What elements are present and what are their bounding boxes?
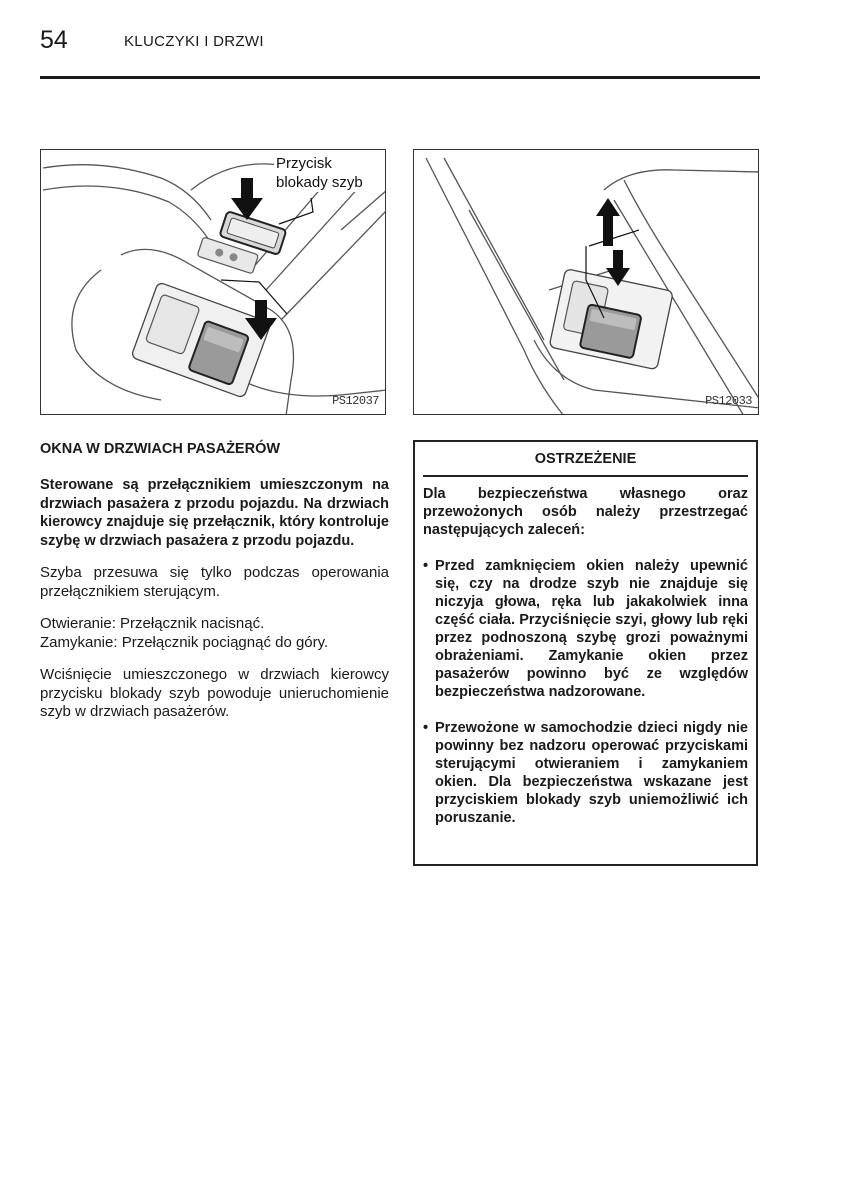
- warning-intro: Dla bezpieczeństwa własnego oraz przewożonych osób należy przestrzegać następujących zaleceń:: [423, 486, 748, 538]
- callout-line-1: Przycisk: [276, 155, 332, 172]
- warning-box: [413, 440, 758, 866]
- page-number: 54: [40, 26, 68, 54]
- callout-label: [274, 154, 365, 192]
- header-divider: [40, 76, 760, 79]
- close-instruction: Zamykanie: Przełącznik pociągnąć do góry.: [40, 633, 329, 651]
- warning-item-text: Przewożone w samochodzie dzieci nigdy nie powinny bez nadzoru operować przyciskami sterującymi otwieraniem i zamykaniem okien. Dla bezpieczeństwa wskazane jest przyciskiem blokady szyb uniemożliwić ich poruszanie.: [435, 720, 748, 826]
- warning-item: [423, 719, 748, 827]
- open-instruction: Otwieranie: Przełącznik nacisnąć.: [40, 615, 265, 632]
- figure-passenger-switch: [413, 149, 759, 415]
- warning-list: [423, 557, 748, 827]
- passenger-switch-illustration: [414, 150, 759, 415]
- paragraph-window-movement: Szyba przesuwa się tylko podczas operowania przełącznikiem sterującym.: [40, 564, 389, 600]
- figure-code: PS12033: [705, 394, 752, 408]
- page-header: [40, 26, 760, 54]
- figure-window-lock-button: [40, 149, 386, 415]
- callout-line-2: blokady szyb: [276, 174, 363, 191]
- bullet-icon: •: [423, 720, 429, 736]
- section-heading: OKNA W DRZWIACH PASAŻERÓW: [40, 441, 281, 457]
- paragraph-lock-button: Wciśnięcie umieszczonego w drzwiach kierowcy przycisku blokady szyb powoduje unieruchomienie szyb w drzwiach pasażerów.: [40, 666, 389, 720]
- figure-code: PS12037: [332, 394, 379, 408]
- warning-body: [415, 477, 756, 827]
- bullet-icon: •: [423, 558, 429, 574]
- left-column: [40, 440, 389, 736]
- warning-item-text: Przed zamknięciem okien należy upewnić się, czy na drodze szyb nie znajduje się niczyja głowa, ręka lub jakakolwiek inna część ciała. Przyciśnięcie szyi, głowy lub ręki przez podnoszoną szybę grozi poważnymi obrażeniami. Zamykanie okien przez pasażerów powinno być ze względów bezpieczeństwa nadzorowane.: [435, 558, 748, 700]
- warning-title: OSTRZEŻENIE: [534, 451, 637, 467]
- intro-paragraph: Sterowane są przełącznikiem umieszczonym na drzwiach pasażera z przodu pojazdu. Na drzwiach kierowcy znajduje się przełącznik, który kontroluje szybę w drzwiach pasażera z przodu pojazdu.: [40, 477, 389, 549]
- warning-item: [423, 557, 748, 701]
- section-title: KLUCZYKI I DRZWI: [124, 33, 264, 50]
